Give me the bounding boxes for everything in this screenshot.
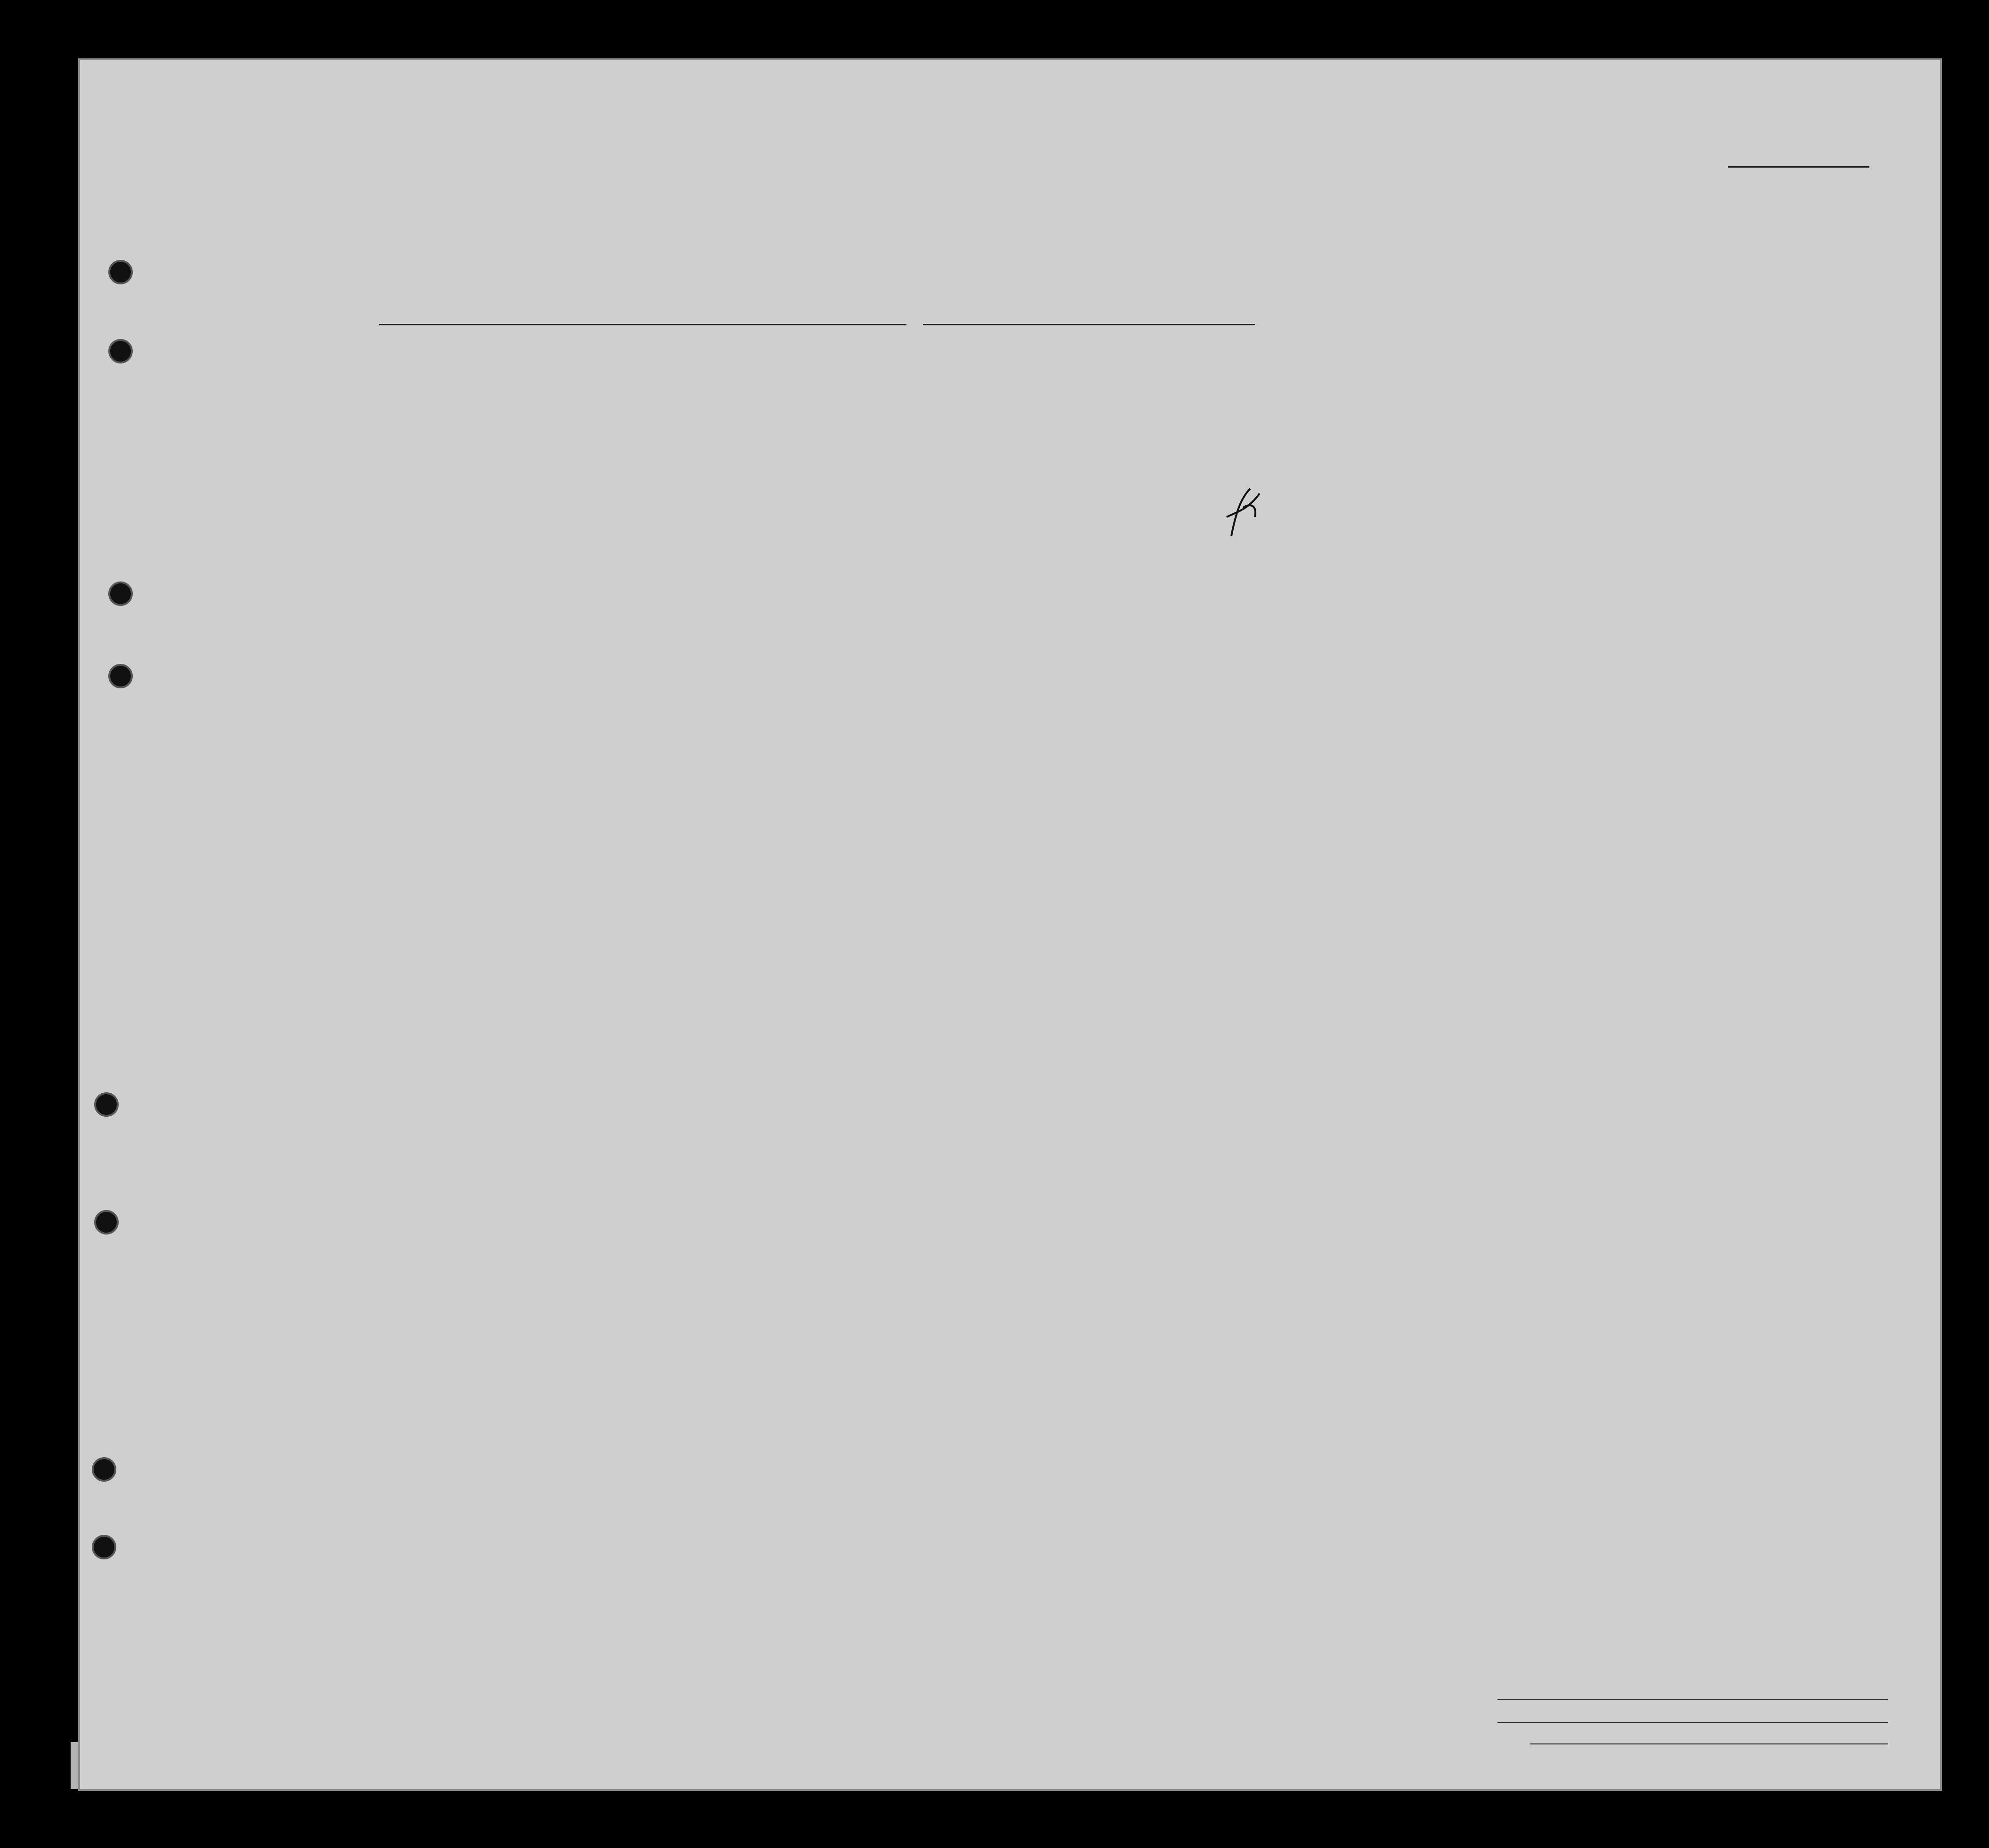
- header-ticket: [605, 338, 629, 517]
- header-inches: [1665, 465, 1688, 512]
- header-possession-50: [717, 338, 740, 517]
- header-polygamist: [1323, 343, 1347, 517]
- header-excluded: [1476, 343, 1497, 517]
- manifest-grid: [80, 60, 1940, 1789]
- manifest-sheet: [80, 60, 1940, 1789]
- header-prison: [1288, 343, 1318, 517]
- punch-hole: [94, 1092, 119, 1117]
- punch-hole: [92, 1535, 116, 1559]
- header-feet: [1640, 465, 1663, 512]
- punch-hole: [92, 1457, 116, 1482]
- header-anarchist: [1349, 343, 1373, 517]
- punch-hole: [94, 1210, 119, 1235]
- punch-hole: [108, 339, 133, 363]
- header-intends-return: [1157, 373, 1185, 517]
- header-overthrow: [1377, 343, 1429, 517]
- punch-hole: [108, 664, 133, 688]
- punch-hole: [108, 260, 133, 284]
- punch-hole: [108, 581, 133, 606]
- header-deported: [1498, 343, 1520, 517]
- header-labor-offer: [1431, 343, 1474, 517]
- handwritten-scribble: [1222, 484, 1264, 541]
